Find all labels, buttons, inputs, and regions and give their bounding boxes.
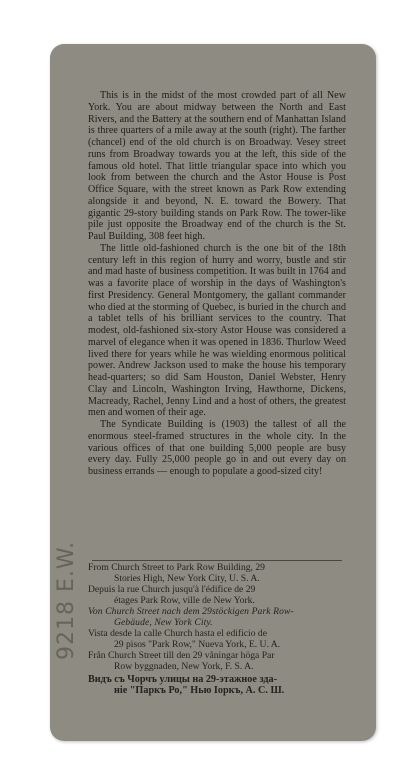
paragraph-1: This is in the midst of the most crowded part of all New York. You are about midway between the North and East Rivers, and the Battery at the southern end of Manhattan Island is three quarters of a mile away at the south (right). The farther (chancel) end of the old church is on Broadway. Vesey street runs from Broadway towards you at the left, this side of the famous old hotel. That little triangular space into which you look from between the church and the Astor House is Post Office Square, with the street known as Park Row extending alongside it and beyond, N. E. toward the Bowery. That gigantic 29-story building stands on Park Row. The tower-like pile just opposite the Broadway end of the church is the St. Paul Building, 308 feet high. (88, 90, 346, 242)
paragraph-2: The little old-fashioned church is the one bit of the 18th century left in this region of hurry and worry, bustle and stir and mad haste of business competition. It was built in 1764 and was a favorite place of worship in the days of Washington's first Presidency. General Montgomery, the gallant commander who died at the storming of Quebec, is buried in the church and a tablet tells of his brilliant services to the country. That modest, old-fashioned six-story Astor House was considered a marvel of elegance when it was opened in 1836. Thurlow Weed lived there for years while he was wielding enormous political power. Andrew Jackson used to make the house his temporary head-quarters; so did Sam Houston, Daniel Webster, Henry Clay and Lincoln, Washington Irving, Hawthorne, Dickens, Macready, Rachel, Jenny Lind and a host of others, the greatest men and women of their age. (88, 242, 346, 419)
caption-line: Från Church Street till den 29 våningar höga Par (88, 650, 275, 661)
caption-line: Von Church Street nach dem 29stöckigen Park Row- (88, 606, 294, 617)
caption-line: From Church Street to Park Row Building, 29 (88, 562, 265, 573)
caption-swedish (88, 650, 346, 672)
caption-russian (88, 674, 346, 696)
caption-line: étages Park Row, ville de New York. (114, 595, 255, 606)
description-text (88, 90, 346, 478)
caption-french (88, 584, 346, 606)
divider (92, 560, 342, 561)
caption-line: Row byggnaden, New York, F. S. A. (114, 661, 254, 672)
paragraph-3: The Syndicate Building is (1903) the tallest of all the enormous steel-framed structures in the whole city. In the various offices of that one building 5,000 people are busy every day. Fully 25,000 people go in and out every day on business errands — enough to populate a good-sized city! (88, 419, 346, 477)
caption-line: 29 pisos "Park Row," Nueva York, E. U. A. (114, 639, 281, 650)
caption-english (88, 562, 346, 584)
caption-line: Видъ съ Чорчъ улицы на 29-этажное зда- (88, 674, 278, 685)
caption-line: Gebäude, New York City. (114, 617, 213, 628)
caption-line: Vista desde la calle Church hasta el edificio de (88, 628, 267, 639)
caption-line: ніе "Паркъ Ро," Нью Іоркъ, А. С. Ш. (114, 685, 285, 696)
caption-german (88, 606, 346, 628)
caption-spanish (88, 628, 346, 650)
caption-line: Stories High, New York City, U. S. A. (114, 573, 260, 584)
pencil-inscription: 9218 E.W. (54, 540, 79, 660)
multilingual-captions (88, 562, 346, 696)
caption-line: Depuis la rue Church jusqu'à l'édifice de 29 (88, 584, 256, 595)
